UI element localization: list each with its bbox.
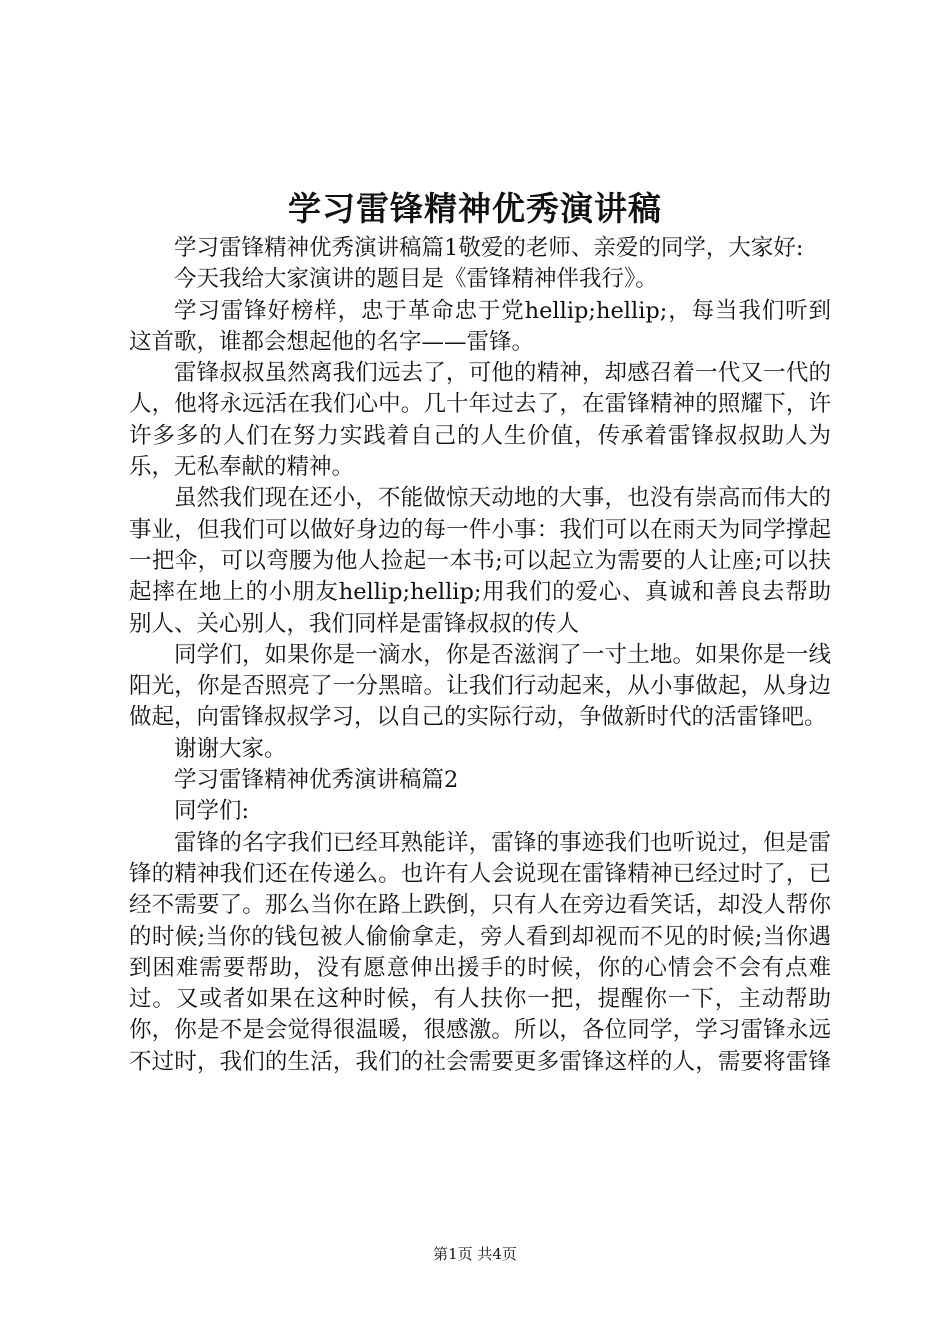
paragraph-4: 雷锋叔叔虽然离我们远去了，可他的精神，却感召着一代又一代的人，他将永远活在我们心中。几十年过去了，在雷锋精神的照耀下，许许多多的人们在努力实践着自己的人生价值，传承着雷锋叔叔助人为乐，无私奉献的精神。: [129, 360, 831, 481]
page-number-footer: 第1页 共4页: [433, 1245, 517, 1263]
paragraph-3: 学习雷锋好榜样，忠于革命忠于党hellip;hellip;，每当我们听到这首歌，谁都会想起他的名字——雷锋。: [129, 297, 831, 355]
paragraph-salutation: 同学们:: [174, 798, 250, 825]
paragraph-8: 雷锋的名字我们已经耳熟能详，雷锋的事迹我们也听说过，但是雷锋的精神我们还在传递么。也许有人会说现在雷锋精神已经过时了，已经不需要了。那么当你在路上跌倒，只有人在旁边看笑话，却没人帮你的时候;当你的钱包被人偷偷拿走，旁人看到却视而不见的时候;当你遇到困难需要帮助，没有愿意伸出援手的时候，你的心情会不会有点难过。又或者如果在这种时候，有人扶你一把，提醒你一下，主动帮助你，你是不是会觉得很温暖，很感激。所以，各位同学，学习雷锋永远不过时，我们的生活，我们的社会需要更多雷锋这样的人，需要将雷锋: [129, 829, 831, 1075]
paragraph-2: 今天我给大家演讲的题目是《雷锋精神伴我行》。: [174, 266, 658, 293]
document-title: 学习雷锋精神优秀演讲稿: [288, 189, 662, 228]
document-body: [129, 233, 831, 1078]
section-heading-2: 学习雷锋精神优秀演讲稿篇2: [174, 767, 459, 794]
paragraph-7: 谢谢大家。: [174, 735, 287, 762]
paragraph-5: 虽然我们现在还小，不能做惊天动地的大事，也没有崇高而伟大的事业，但我们可以做好身边的每一件小事：我们可以在雨天为同学撑起一把伞，可以弯腰为他人捡起一本书;可以起立为需要的人让座;可以扶起摔在地上的小朋友hellip;hellip;用我们的爱心、真诚和善良去帮助别人、关心别人，我们同样是雷锋叔叔的传人: [129, 485, 831, 637]
paragraph-1: 学习雷锋精神优秀演讲稿篇1敬爱的老师、亲爱的同学，大家好:: [174, 235, 804, 261]
paragraph-6: 同学们，如果你是一滴水，你是否滋润了一寸土地。如果你是一线阳光，你是否照亮了一分黑暗。让我们行动起来，从小事做起，从身边做起，向雷锋叔叔学习，以自己的实际行动，争做新时代的活雷锋吧。: [129, 641, 831, 731]
